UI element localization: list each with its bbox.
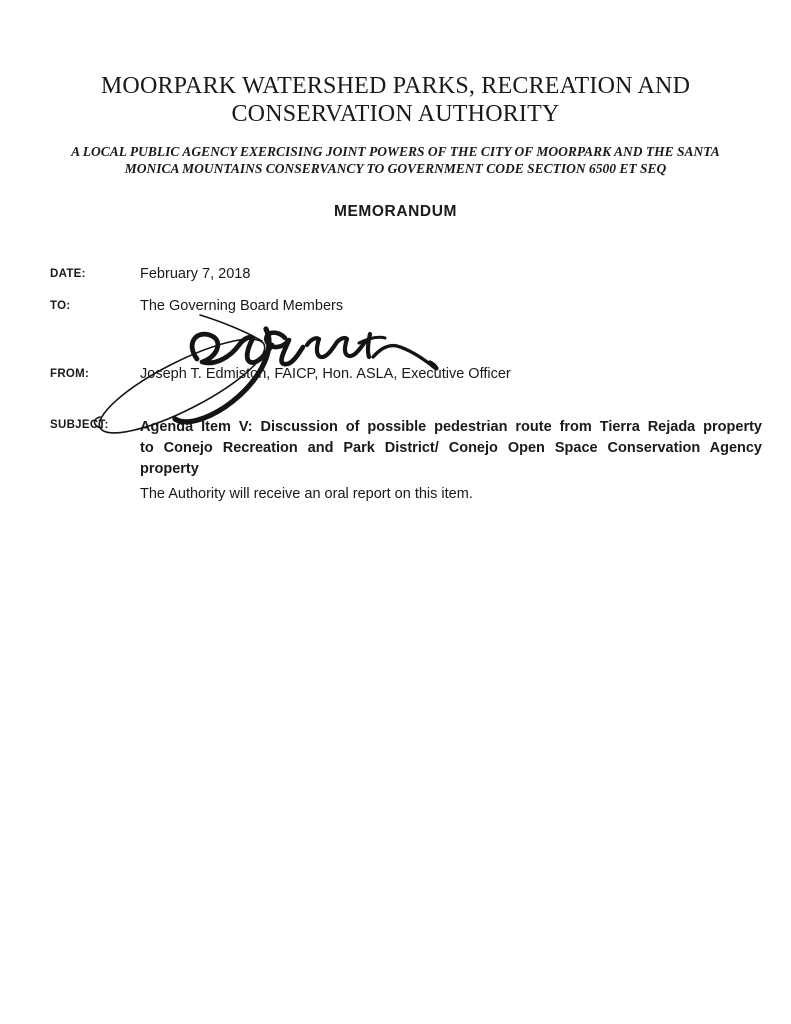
body-paragraph: The Authority will receive an oral report on this item.	[140, 486, 473, 502]
subject-label: SUBJECT:	[50, 419, 109, 431]
agency-subtitle	[0, 143, 791, 177]
from-value: Joseph T. Edmiston, FAICP, Hon. ASLA, Executive Officer	[140, 366, 511, 382]
agency-title-line1: MOORPARK WATERSHED PARKS, RECREATION AND	[100, 73, 691, 99]
subject-line: Agenda Item V: Discussion of possible pedestrian route from Tierra Rejada property	[140, 419, 762, 435]
agency-subtitle-line1: A LOCAL PUBLIC AGENCY EXERCISING JOINT POWERS OF THE CITY OF MOORPARK AND THE SANTA	[71, 144, 720, 159]
to-label: TO:	[50, 300, 71, 312]
memo-heading: MEMORANDUM	[333, 203, 458, 220]
to-row	[50, 298, 770, 322]
date-label: DATE:	[50, 268, 86, 280]
agency-subtitle-line2: MONICA MOUNTAINS CONSERVANCY TO GOVERNMENT CODE SECTION 6500 ET SEQ	[124, 161, 667, 176]
subject-row	[50, 417, 770, 487]
subject-line: property	[140, 461, 199, 477]
from-row	[50, 366, 770, 390]
from-label: FROM:	[50, 368, 90, 380]
to-value: The Governing Board Members	[140, 298, 344, 314]
subject-line: to Conejo Recreation and Park District/ Conejo Open Space Conservation Agency	[140, 440, 762, 456]
date-value: February 7, 2018	[140, 266, 251, 282]
date-row	[50, 266, 770, 290]
agency-title-line2: CONSERVATION AUTHORITY	[231, 101, 560, 127]
subject-text	[140, 417, 762, 480]
agency-title	[0, 72, 791, 128]
